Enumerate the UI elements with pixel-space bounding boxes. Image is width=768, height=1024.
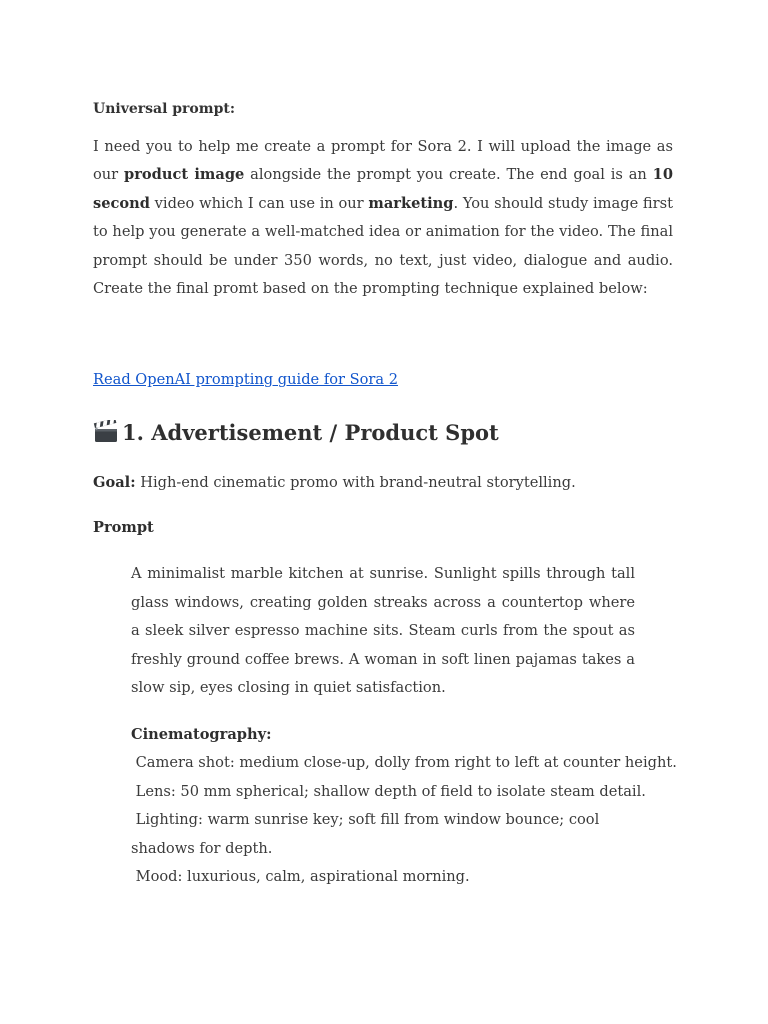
prompt-text: A minimalist marble kitchen at sunrise. Sunlight spills through tall glass windows, creating golden streaks across a countertop where a sleek silver espresso machine sits. Steam curls from the spout as freshly ground coffee brews. A woman in soft linen pajamas takes a slow sip, eyes closing in quiet satisfaction. [131, 565, 635, 697]
document-page [93, 96, 677, 892]
cinematography-lens-line: Lens: 50 mm spherical; shallow depth of field to isolate steam detail. [131, 782, 646, 800]
section-heading [93, 416, 673, 448]
prompt-label: Prompt [93, 519, 154, 537]
intro-segment-1: I need you to help me create a prompt for Sora 2. I will upload the image as our [93, 138, 673, 184]
prompt-block [131, 560, 677, 891]
goal-line [93, 469, 673, 497]
intro-segment-3: alongside the prompt you create. The end goal is an [244, 166, 653, 184]
cinematography-camera-line: Camera shot: medium close-up, dolly from right to left at counter height. [131, 754, 677, 772]
universal-prompt-text [93, 133, 673, 303]
cinematography-label: Cinematography: [131, 726, 272, 744]
clapperboard-icon [93, 420, 119, 444]
intro-segment-7: . You should study image first to help you generate a well-matched idea or animation for the video. The final prompt should be under 350 words, no text, just video, dialogue and audio. Create the final promt based on the prompting technique explained below: [93, 194, 673, 298]
intro-bold-product-image: product image [124, 166, 245, 184]
goal-text: High-end cinematic promo with brand-neutral storytelling. [135, 474, 576, 492]
cinematography-lighting-line: Lighting: warm sunrise key; soft fill from window bounce; cool shadows for depth. [131, 811, 604, 857]
intro-bold-duration: 10 second [93, 166, 673, 212]
intro-segment-5: video which I can use in our [149, 194, 369, 212]
intro-bold-marketing: marketing [368, 194, 454, 212]
universal-prompt-label: Universal prompt: [93, 101, 236, 117]
section-title: 1. Advertisement / Product Spot [122, 419, 499, 445]
goal-label: Goal: [93, 474, 136, 492]
openai-guide-link[interactable]: Read OpenAI prompting guide for Sora 2 [93, 371, 399, 389]
cinematography-mood-line: Mood: luxurious, calm, aspirational morning. [131, 868, 470, 886]
